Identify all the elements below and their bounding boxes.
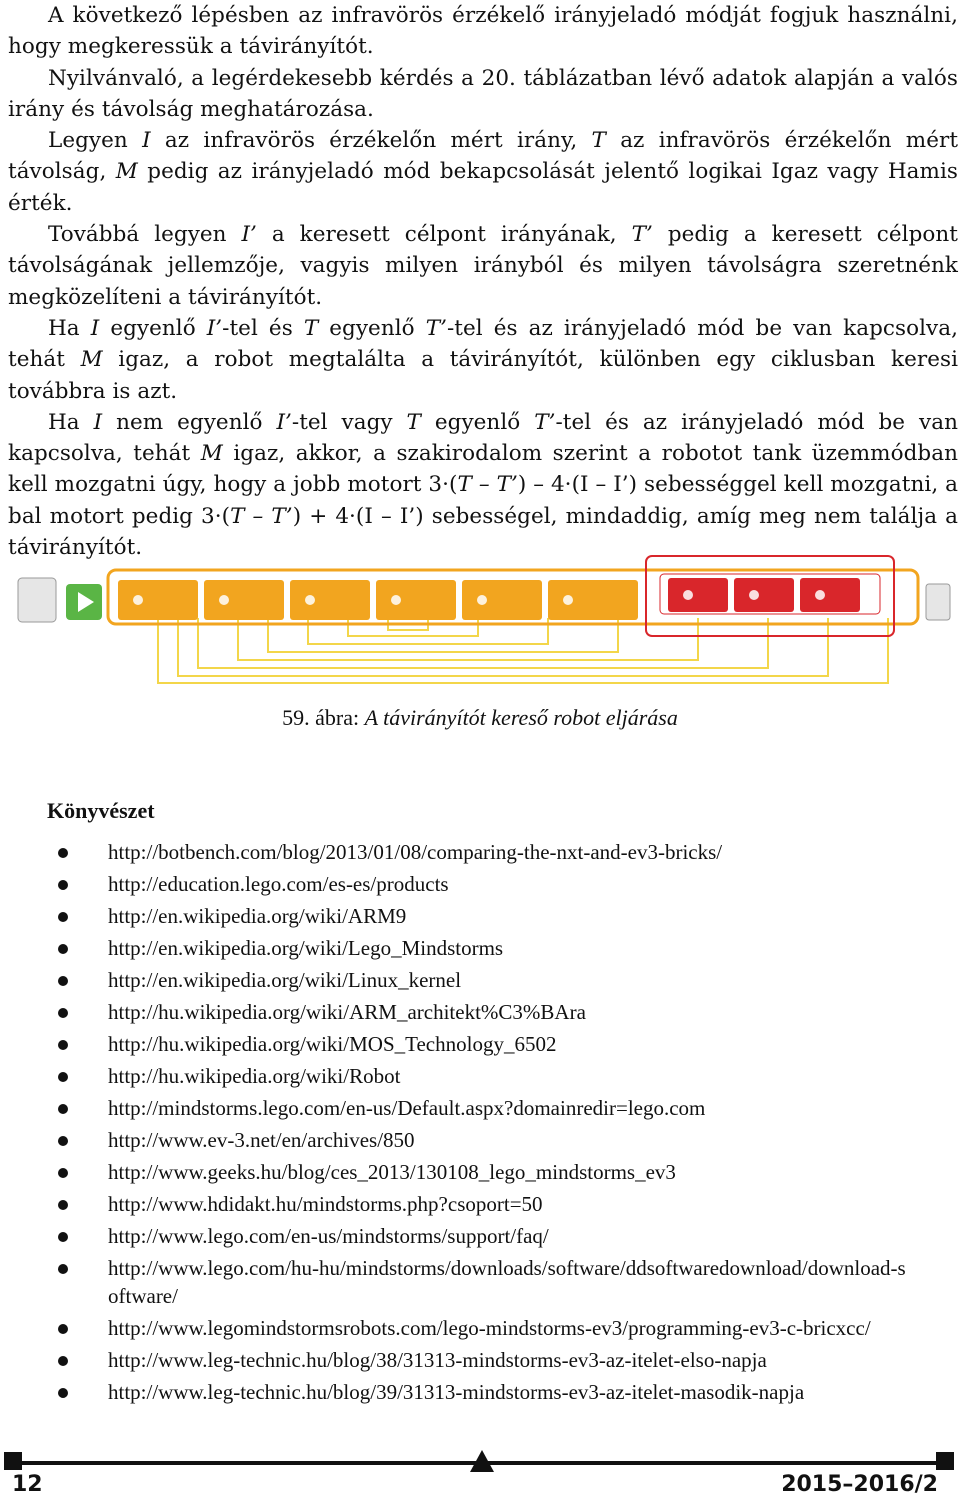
red-blocks [668, 578, 860, 612]
reference-link[interactable]: http://www.geeks.hu/blog/ces_2013/130108_lego_mindstorms_ev3 [108, 1160, 676, 1184]
reference-link[interactable]: http://en.wikipedia.org/wiki/ARM9 [108, 904, 407, 928]
bullet-icon [58, 912, 68, 922]
reference-item[interactable] [52, 870, 912, 898]
figure-caption [0, 705, 960, 731]
reference-item[interactable] [52, 902, 912, 930]
reference-item[interactable] [52, 966, 912, 994]
end-block [926, 584, 950, 620]
references-heading: Könyvészet [47, 798, 155, 823]
reference-link[interactable]: http://en.wikipedia.org/wiki/Linux_kernel [108, 968, 462, 992]
reference-link[interactable]: http://www.leg-technic.hu/blog/39/31313-mindstorms-ev3-az-itelet-masodik-napja [108, 1380, 805, 1404]
bullet-icon [58, 1200, 68, 1210]
reference-item[interactable] [52, 838, 912, 866]
data-wires [158, 618, 888, 683]
paragraph-1: A következő lépésben az infravörös érzékelő irányjeladó módját fogjuk használni, hogy megkeressük a távirányítót. [8, 3, 958, 60]
reference-link[interactable]: http://www.lego.com/hu-hu/mindstorms/downloads/software/ddsoftwaredownload/download-software/ [108, 1256, 906, 1308]
reference-item[interactable] [52, 998, 912, 1026]
paragraph-5: Ha I egyenlő I’-tel és T egyenlő T’-tel és az irányjeladó mód be van kapcsolva, tehát M igaz, a robot megtalálta a távirányítót, különben egy ciklusban keresi továbbra is azt. [8, 315, 959, 404]
reference-item[interactable] [52, 1222, 912, 1250]
bullet-icon [58, 1388, 68, 1398]
reference-item[interactable] [52, 934, 912, 962]
reference-link[interactable]: http://www.legomindstormsrobots.com/lego-mindstorms-ev3/programming-ev3-c-bricxcc/ [108, 1316, 871, 1340]
bullet-icon [58, 976, 68, 986]
paragraph-4: Továbbá legyen I’ a keresett célpont irányának, T’ pedig a keresett célpont távolságának jellemzője, vagyis milyen irányból és milyen távolságra szeretnénk megközelíteni a távirányítót. [8, 222, 958, 310]
page-number: 12 [12, 1472, 43, 1497]
reference-item[interactable] [52, 1094, 912, 1122]
reference-item[interactable] [52, 1378, 912, 1406]
reference-link[interactable]: http://www.leg-technic.hu/blog/38/31313-mindstorms-ev3-az-itelet-elso-napja [108, 1348, 767, 1372]
reference-item[interactable] [52, 1062, 912, 1090]
reference-item[interactable] [52, 1346, 912, 1374]
reference-item[interactable] [52, 1030, 912, 1058]
reference-link[interactable]: http://education.lego.com/es-es/products [108, 872, 449, 896]
references-list [52, 838, 912, 1410]
reference-item[interactable] [52, 1190, 912, 1218]
paragraph-6: Ha I nem egyenlő I’-tel vagy T egyenlő T’-tel és az irányjeladó mód be van kapcsolva, tehát M igaz, akkor, a szakirodalom szerint a robotot tank üzemmódban kell mozgatni úgy, hogy a jobb motort 3·(T – T’) – 4·(I – I’) sebességgel kell mozgatni, a bal motort pedig 3·(T – T’) + 4·(I – I’) sebességel, mindaddig, amíg meg nem találja a távirányítót. [8, 409, 959, 561]
reference-link[interactable]: http://hu.wikipedia.org/wiki/MOS_Technology_6502 [108, 1032, 557, 1056]
reference-link[interactable]: http://en.wikipedia.org/wiki/Lego_Mindstorms [108, 936, 504, 960]
issue-year: 2015–2016/2 [781, 1472, 938, 1497]
orange-blocks [118, 580, 638, 620]
reference-link[interactable]: http://hu.wikipedia.org/wiki/Robot [108, 1064, 401, 1088]
paragraph-3: Legyen I az infravörös érzékelőn mért irány, T az infravörös érzékelőn mért távolság, M pedig az irányjeladó mód bekapcsolását jelentő logikai Igaz vagy Hamis érték. [8, 128, 959, 216]
ev3-program-diagram [8, 548, 956, 692]
bullet-icon [58, 1072, 68, 1082]
bullet-icon [58, 944, 68, 954]
start-block [18, 578, 56, 622]
body-text [8, 0, 958, 563]
reference-link[interactable]: http://mindstorms.lego.com/en-us/Default.aspx?domainredir=lego.com [108, 1096, 706, 1120]
reference-link[interactable]: http://www.ev-3.net/en/archives/850 [108, 1128, 415, 1152]
figure-number: 59. ábra: [282, 705, 360, 730]
reference-item[interactable] [52, 1158, 912, 1186]
bullet-icon [58, 1168, 68, 1178]
bullet-icon [58, 1264, 68, 1274]
bullet-icon [58, 1324, 68, 1334]
bullet-icon [58, 1136, 68, 1146]
bullet-icon [58, 848, 68, 858]
reference-item[interactable] [52, 1314, 912, 1342]
bullet-icon [58, 1104, 68, 1114]
footer-square-right [936, 1452, 954, 1470]
bullet-icon [58, 1008, 68, 1018]
footer-triangle [470, 1450, 494, 1472]
bullet-icon [58, 880, 68, 890]
reference-link[interactable]: http://hu.wikipedia.org/wiki/ARM_architekt%C3%BAra [108, 1000, 586, 1024]
reference-link[interactable]: http://www.lego.com/en-us/mindstorms/support/faq/ [108, 1224, 549, 1248]
reference-item[interactable] [52, 1254, 912, 1310]
paragraph-2: Nyilvánvaló, a legérdekesebb kérdés a 20. táblázatban lévő adatok alapján a valós irány és távolság meghatározása. [8, 65, 958, 122]
figure-title: A távirányítót kereső robot eljárása [364, 705, 678, 730]
bullet-icon [58, 1232, 68, 1242]
bullet-icon [58, 1040, 68, 1050]
footer-square-left [4, 1452, 22, 1470]
reference-link[interactable]: http://botbench.com/blog/2013/01/08/comparing-the-nxt-and-ev3-bricks/ [108, 840, 723, 864]
bullet-icon [58, 1356, 68, 1366]
reference-item[interactable] [52, 1126, 912, 1154]
reference-link[interactable]: http://www.hdidakt.hu/mindstorms.php?csoport=50 [108, 1192, 543, 1216]
